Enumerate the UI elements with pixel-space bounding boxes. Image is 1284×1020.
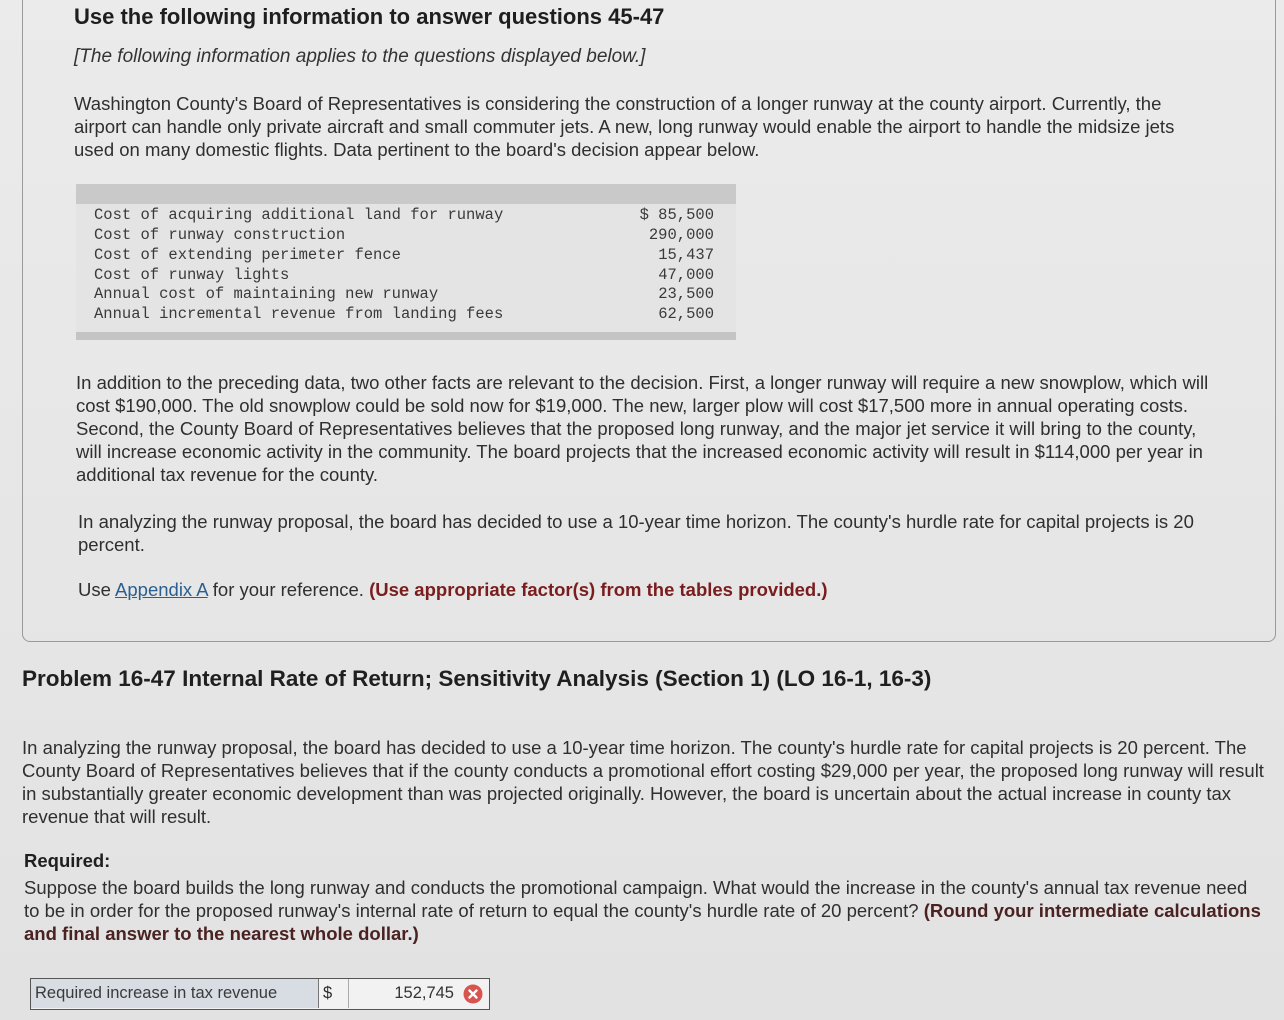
row-label: Annual cost of maintaining new runway xyxy=(94,285,439,303)
appendix-reference xyxy=(78,578,1238,601)
additional-facts-paragraph: In addition to the preceding data, two other facts are relevant to the decision. First, a longer runway will require a new snowplow, which will cost $190,000. The old snowplow could be sold now for $19,000. The new, larger plow will cost $17,500 more in annual operating costs. Second, the County Board of Representatives believes that the proposed long runway, and the major jet service it will bring to the county, will increase economic activity in the community. The board projects that the increased economic activity will result in $114,000 per year in additional tax revenue for the county. xyxy=(76,372,1209,485)
info-subheading: [The following information applies to the questions displayed below.] xyxy=(74,46,646,67)
currency-symbol: $ xyxy=(321,979,349,1008)
required-label: Required: xyxy=(24,850,111,871)
row-label: Cost of runway lights xyxy=(94,266,290,284)
cost-data-table xyxy=(76,184,736,340)
row-label: Cost of acquiring additional land for runway xyxy=(94,206,504,224)
row-label: Cost of extending perimeter fence xyxy=(94,246,401,264)
intro-paragraph: Washington County's Board of Representatives is considering the construction of a longer runway at the county airport. Currently, the airport can handle only private aircraft and small commuter jets. A new, long runway would enable the airport to handle the midsize jets used on many domestic flights. Data pertinent to the board's decision appear below. xyxy=(74,93,1175,160)
row-label: Annual incremental revenue from landing fees xyxy=(94,305,504,323)
problem-title: Problem 16-47 Internal Rate of Return; Sensitivity Analysis (Section 1) (LO 16-1, 16-3) xyxy=(22,666,932,691)
use-suffix: for your reference. xyxy=(207,579,370,600)
row-value: 47,000 xyxy=(658,266,714,284)
x-circle-icon xyxy=(463,984,483,1004)
appendix-a-link[interactable]: Appendix A xyxy=(115,579,208,600)
row-value: $ 85,500 xyxy=(639,206,714,224)
required-text xyxy=(24,876,1264,945)
time-horizon-paragraph: In analyzing the runway proposal, the board has decided to use a 10-year time horizon. The county's hurdle rate for capital projects is 20 percent. xyxy=(78,511,1194,555)
table-top-bar xyxy=(76,184,736,204)
table-row xyxy=(94,305,714,325)
rounding-note: (Round your intermediate calculations and final answer to the nearest whole dollar.) xyxy=(24,900,1261,944)
use-prefix: Use xyxy=(78,579,116,600)
row-label: Cost of runway construction xyxy=(94,226,346,244)
row-value: 62,500 xyxy=(658,305,714,323)
row-value: 15,437 xyxy=(658,246,714,264)
answer-row xyxy=(30,978,490,1010)
answer-label: Required increase in tax revenue xyxy=(31,979,319,1008)
problem-description: In analyzing the runway proposal, the board has decided to use a 10-year time horizon. The county's hurdle rate for capital projects is 20 percent. The County Board of Representatives believes that if the county conducts a promotional effort costing $29,000 per year, the proposed long runway will result in substantially greater economic development than was projected originally. However, the board is uncertain about the actual increase in county tax revenue that will result. xyxy=(22,737,1264,827)
table-bottom-bar xyxy=(76,332,736,340)
row-value: 23,500 xyxy=(658,285,714,303)
table-row xyxy=(94,285,714,305)
table-row xyxy=(94,246,714,266)
table-row xyxy=(94,226,714,246)
table-row xyxy=(94,266,714,286)
info-heading: Use the following information to answer questions 45-47 xyxy=(74,4,665,29)
table-row xyxy=(94,206,714,226)
factor-instruction: (Use appropriate factor(s) from the tables provided.) xyxy=(369,579,828,600)
required-question: Suppose the board builds the long runway and conducts the promotional campaign. What would the increase in the county's annual tax revenue need to be in order for the proposed runway's internal rate of return to equal the county's hurdle rate of 20 percent? xyxy=(24,877,1248,921)
row-value: 290,000 xyxy=(648,226,714,244)
